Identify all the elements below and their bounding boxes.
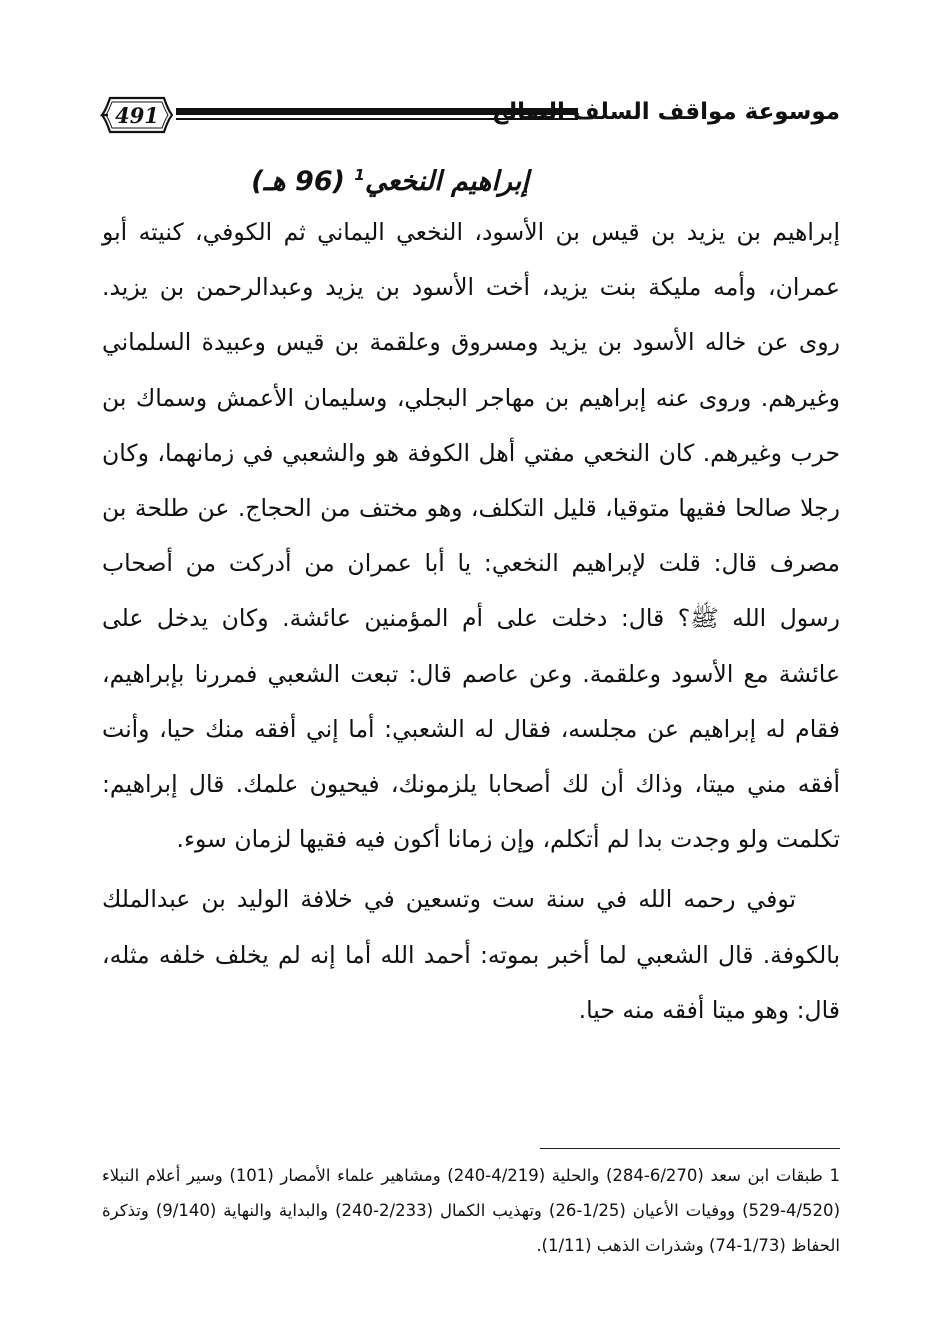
page-number: 491 xyxy=(115,102,159,128)
footnotes xyxy=(102,1158,840,1263)
body-paragraph: إبراهيم بن يزيد بن قيس بن الأسود، النخعي اليماني ثم الكوفي، كنيته أبو عمران، وأمه مليكة بنت يزيد، أخت الأسود بن يزيد وعبدالرحمن بن يزيد. روى عن خاله الأسود بن يزيد ومسروق وعلقمة بن قيس وعبيدة السلماني وغيرهم. وروى عنه إبراهيم بن مهاجر البجلي، وسليمان الأعمش وسماك بن حرب وغيرهم. كان النخعي مفتي أهل الكوفة هو والشعبي في زمانهما، وكان رجلا صالحا فقيها متوقيا، قليل التكلف، وهو مختف من الحجاج. عن طلحة بن مصرف قال: قلت لإبراهيم النخعي: يا أبا عمران من أدركت من أصحاب رسول الله ﷺ؟ قال: دخلت على أم المؤمنين عائشة. وكان يدخل على عائشة مع الأسود وعلقمة. وعن عاصم قال: تبعت الشعبي فمررنا بإبراهيم، فقام له إبراهيم عن مجلسه، فقال له الشعبي: أما إني أفقه منك حيا، وأنت أفقه مني ميتا، وذاك أن لك أصحابا يلزمونك، فيحيون علمك. قال إبراهيم: تكلمت ولو وجدت بدا لم أتكلم، وإن زمانا أكون فيه فقيها لزمان سوء. xyxy=(102,218,840,854)
section-title xyxy=(200,150,580,200)
section-title-name: إبراهيم النخعي xyxy=(364,166,529,197)
footnote-text: 1 طبقات ابن سعد (6/270-284) والحلية (4/219-240) ومشاهير علماء الأمصار (101) وسير أعلام النبلاء (4/520-529) ووفيات الأعيان (1/25-26) وتهذيب الكمال (2/233-240) والبداية والنهاية (9/140) وتذكرة الحفاظ (1/73-74) وشذرات الذهب (1/11). xyxy=(102,1166,840,1255)
section-title-date: (96 هـ) xyxy=(251,166,345,197)
footnote-marker: 1 xyxy=(354,166,365,184)
running-title: موسوعة مواقف السلف الصالح xyxy=(491,99,840,125)
page-header xyxy=(100,90,840,150)
page-number-badge xyxy=(100,90,174,140)
body-paragraph: توفي رحمه الله في سنة ست وتسعين في خلافة الوليد بن عبدالملك بالكوفة. قال الشعبي لما أخبر بموته: أحمد الله أما إنه لم يخلف خلفه مثله، قال: وهو ميتا أفقه منه حيا. xyxy=(102,885,840,1024)
main-text xyxy=(102,205,840,1038)
footnote-separator xyxy=(540,1148,840,1149)
